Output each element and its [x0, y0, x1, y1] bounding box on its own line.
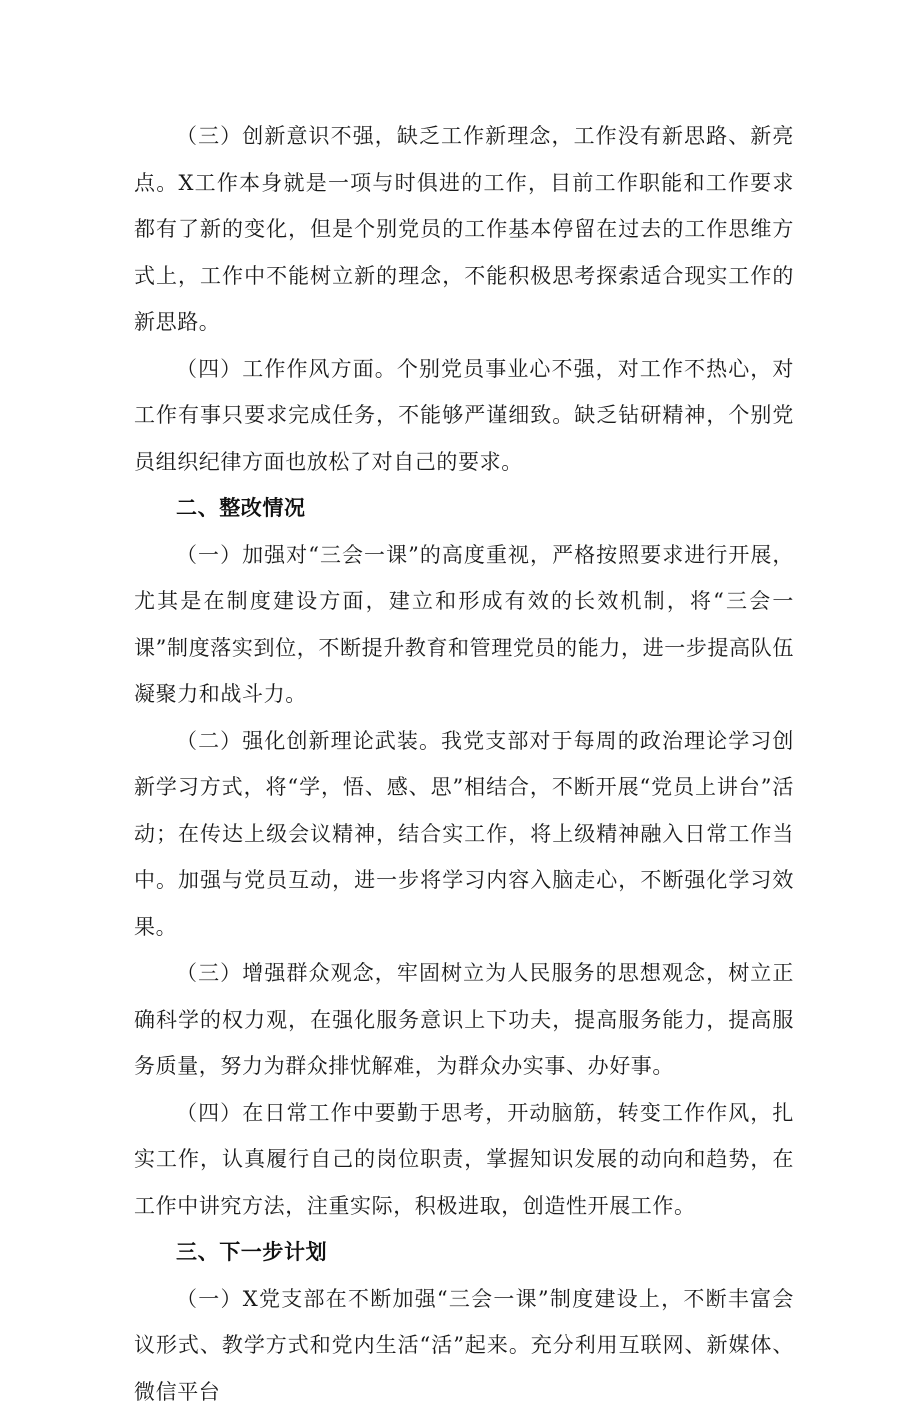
document-body — [134, 113, 794, 1415]
paragraph-next-plan: （一）X党支部在不断加强“三会一课”制度建设上，不断丰富会议形式、教学方式和党内生活“活”起来。充分利用互联网、新媒体、微信平台 — [134, 1276, 794, 1415]
section-heading-next-steps: 三、下一步计划 — [134, 1229, 794, 1276]
paragraph-theory-study: （二）强化创新理论武装。我党支部对于每周的政治理论学习创新学习方式，将“学，悟、感、思”相结合，不断开展“党员上讲台”活动；在传达上级会议精神，结合实工作，将上级精神融入日常工作当中。加强与党员互动，进一步将学习内容入脑走心，不断强化学习效果。 — [134, 718, 794, 951]
paragraph-innovation-awareness: （三）创新意识不强，缺乏工作新理念，工作没有新思路、新亮点。X工作本身就是一项与时俱进的工作，目前工作职能和工作要求都有了新的变化，但是个别党员的工作基本停留在过去的工作思维方式上，工作中不能树立新的理念，不能积极思考探索适合现实工作的新思路。 — [134, 113, 794, 346]
paragraph-mass-line: （三）增强群众观念，牢固树立为人民服务的思想观念，树立正确科学的权力观，在强化服务意识上下功夫，提高服务能力，提高服务质量，努力为群众排忧解难，为群众办实事、办好事。 — [134, 950, 794, 1090]
paragraph-work-style: （四）工作作风方面。个别党员事业心不强，对工作不热心，对工作有事只要求完成任务，不能够严谨细致。缺乏钻研精神，个别党员组织纪律方面也放松了对自己的要求。 — [134, 346, 794, 486]
paragraph-three-meetings: （一）加强对“三会一课”的高度重视，严格按照要求进行开展，尤其是在制度建设方面，建立和形成有效的长效机制，将“三会一课”制度落实到位，不断提升教育和管理党员的能力，进一步提高队伍凝聚力和战斗力。 — [134, 532, 794, 718]
section-heading-rectification: 二、整改情况 — [134, 485, 794, 532]
paragraph-daily-work: （四）在日常工作中要勤于思考，开动脑筋，转变工作作风，扎实工作，认真履行自己的岗位职责，掌握知识发展的动向和趋势，在工作中讲究方法，注重实际，积极进取，创造性开展工作。 — [134, 1090, 794, 1230]
